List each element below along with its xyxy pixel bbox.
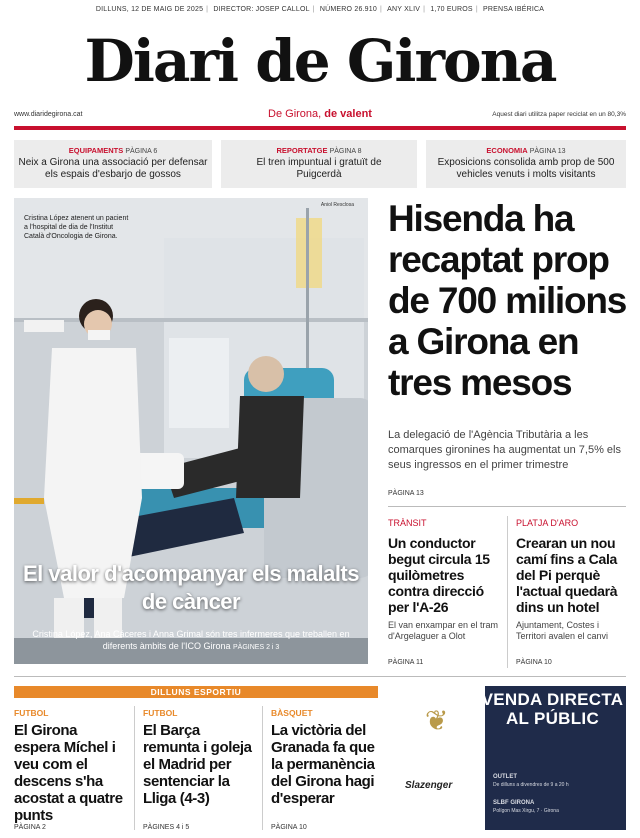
masthead-subrow [14, 108, 626, 122]
issue-year: ANY XLIV [387, 6, 421, 13]
secondary-headline-platja[interactable]: Crearan un nou camí fins a Cala del Pi perquè l'actual quedarà dins un hotel [516, 535, 618, 615]
issue-number: NÚMERO 26.910 [319, 6, 377, 13]
photo-story-caption [14, 628, 368, 654]
laurel-wreath-icon: ❦ [425, 705, 449, 736]
photo-story-pages: PÀGINES 2 i 3 [233, 644, 280, 651]
secondary-dek-transit: El van enxampar en el tram d'Argelaguer a Olot [388, 620, 499, 641]
slazenger-ad[interactable] [389, 686, 626, 830]
masthead-divider [14, 126, 626, 130]
teaser-page: PÀGINA 6 [125, 148, 158, 155]
secondary-kicker-transit: TRÀNSIT [388, 518, 427, 528]
teaser-section: EQUIPAMENTS [68, 146, 124, 155]
ad-outlet-label: OUTLET [493, 774, 517, 780]
divider [14, 676, 626, 677]
sport-page: PÀGINA 2 [14, 824, 46, 831]
photo-caption: Cristina López atenent un pacient a l'hospital de dia de l'Institut Català d'Oncologia de Girona. [24, 215, 129, 240]
sport-kicker: FUTBOL [143, 708, 178, 718]
ad-store-name: SLBF GIRONA [493, 800, 535, 806]
recycled-paper-note: Aquest diari utilitza paper reciclat en un 80,3% [492, 111, 626, 118]
teaser-kicker [426, 146, 626, 155]
teaser-kicker [14, 146, 212, 155]
teaser-text: El tren impuntual i gratuït de Puigcerdà [256, 157, 382, 180]
brand-logo: Slazenger [405, 780, 453, 791]
sport-headline-basquet[interactable]: La victòria del Granada fa que la permanència del Girona hagi d'esperar [271, 722, 375, 807]
photo-story-headline[interactable]: El valor d'acompanyar els malalts de càncer [22, 561, 359, 614]
secondary-headline-transit[interactable]: Un conductor begut circula 15 quilòmetres contra direcció per l'A-26 [388, 535, 490, 615]
publisher-group: PRENSA IBÉRICA [483, 6, 545, 13]
column-divider [262, 706, 263, 830]
slogan-part-a: De Girona, [268, 108, 325, 120]
teaser-page: PÀGINA 8 [329, 148, 362, 155]
main-headline[interactable]: Hisenda ha recaptat prop de 700 milions a Girona en tres mesos [388, 198, 627, 403]
photo-credit: Aniol Resclosa [320, 202, 354, 208]
column-divider [134, 706, 135, 830]
sport-headline-barca[interactable]: El Barça remunta i goleja el Madrid per sentenciar la Lliga (4-3) [143, 722, 252, 807]
teaser-text: Exposicions consolida amb prop de 500 vehicles venuts i molts visitants [437, 157, 615, 180]
teaser-section: ECONOMIA [486, 146, 528, 155]
ad-headline: VENDA DIRECTA AL PÚBLIC [481, 690, 624, 728]
teaser-kicker [221, 146, 417, 155]
newspaper-masthead: Diari de Girona [84, 27, 556, 95]
lead-photo-story[interactable] [14, 198, 368, 664]
teaser-page: PÀGINA 13 [529, 148, 566, 155]
issue-date: DILLUNS, 12 DE MAIG DE 2025 [95, 6, 204, 13]
sport-kicker: BÀSQUET [271, 708, 313, 718]
teaser-economia[interactable] [426, 140, 626, 188]
secondary-kicker-platja: PLATJA D'ARO [516, 518, 579, 528]
issue-info-bar: DILLUNS, 12 DE MAIG DE 2025 | DIRECTOR: JOSEP CALLOL | NÚMERO 26.910 | ANY XLIV | 1,70 EUROS | PRENSA IBÉRICA [0, 6, 640, 13]
secondary-dek-platja: Ajuntament, Costes i Territori avalen el canvi [516, 620, 609, 641]
teaser-equipaments[interactable] [14, 140, 212, 188]
main-story-page: PÀGINA 13 [388, 490, 424, 497]
sport-page: PÀGINES 4 i 5 [143, 824, 190, 831]
ad-outlet-hours: De dilluns a divendres de 9 a 20 h [493, 782, 569, 788]
sports-section-bar: DILLUNS ESPORTIU [14, 686, 378, 698]
divider [388, 506, 626, 507]
sport-headline-girona[interactable]: El Girona espera Míchel i veu com el descens s'ha acostat a quatre punts [14, 722, 123, 824]
teaser-reportatge[interactable] [221, 140, 417, 188]
secondary-page-platja: PÀGINA 10 [516, 659, 552, 666]
teaser-section: REPORTATGE [276, 146, 328, 155]
secondary-page-transit: PÀGINA 11 [388, 659, 424, 666]
website-url[interactable]: www.diaridegirona.cat [14, 111, 83, 118]
teaser-text: Neix a Girona una associació per defensar els espais d'esbarjo de gossos [18, 157, 208, 180]
issue-director: DIRECTOR: JOSEP CALLOL [213, 6, 310, 13]
sport-kicker: FUTBOL [14, 708, 49, 718]
sport-page: PÀGINA 10 [271, 824, 307, 831]
issue-price: 1,70 EUROS [430, 6, 473, 13]
slogan-part-b: de valent [324, 108, 372, 120]
main-dek: La delegació de l'Agència Tributària a les comarques gironines ha augmentat un 7,5% els seus ingressos en el primer trimestre [388, 429, 621, 471]
photo-story-caption-text: Cristina López, Ana Cáceres i Anna Grimal són tres infermeres que treballen en diferents àmbits de l'ICO Girona [32, 629, 350, 651]
column-divider [507, 516, 508, 668]
ad-address: Polígon Mas Xirgu, 7 · Girona [493, 808, 559, 814]
